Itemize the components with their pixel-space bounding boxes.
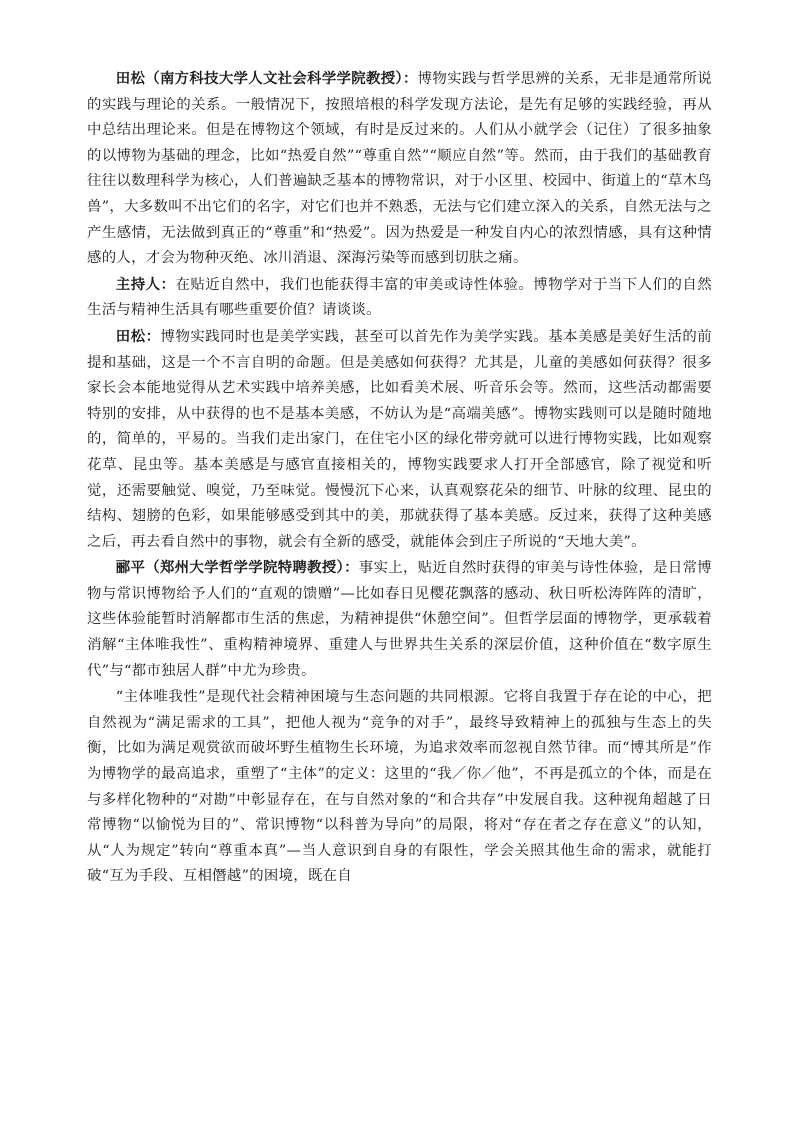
paragraph-text: 博物实践同时也是美学实践，甚至可以首先作为美学实践。基本美感是美好生活的前提和基础，这是一个不言自明的命题。但是美感如何获得？尤其是，儿童的美感如何获得？很多家长会本能地觉得从艺术实践中培养美感，比如看美术展、听音乐会等。然而，这些活动都需要特别的安排，从中获得的也不是基本美感，不妨认为是“高端美感”。博物实践则可以是随时随地的，简单的，平易的。当我们走出家门，在住宅小区的绿化带旁就可以进行博物实践，比如观察花草、昆虫等。基本美感是与感官直接相关的，博物实践要求人打开全部感官，除了视觉和听觉，还需要触觉、嗅觉，乃至味觉。慢慢沉下心来，认真观察花朵的细节、叶脉的纹理、昆虫的结构、翅膀的色彩，如果能够感受到其中的美，那就获得了基本美感。反过来，获得了这种美感之后，再去看自然中的事物，就会有全新的感受，就能体会到庄子所说的“天地大美”。	[87, 328, 712, 550]
article-body	[87, 66, 712, 890]
paragraph-tian-song-1	[87, 66, 712, 272]
speaker-label: 田松（南方科技大学人文社会科学学院教授）：	[115, 70, 418, 87]
paragraph-text: “主体唯我性”是现代社会精神困境与生态问题的共同根源。它将自我置于存在论的中心，把自然视为“满足需求的工具”，把他人视为“竞争的对手”，最终导致精神上的孤独与生态上的失衡，比如为满足观赏欲而破坏野生植物生长环境，为追求效率而忽视自然节律。而“博其所是”作为博物学的最高追求，重塑了“主体”的定义：这里的“我／你／他”，不再是孤立的个体，而是在与多样化物种的“对勘”中彰显存在，在与自然对象的“和合共存”中发展自我。这种视角超越了日常博物“以愉悦为目的”、常识博物“以科普为导向”的局限，将对“存在者之存在意义”的认知，从“人为规定”转向“尊重本真”—当人意识到自身的有限性，学会关照其他生命的需求，就能打破“互为手段、互相僭越”的困境，既在自	[87, 689, 712, 885]
paragraph-host-question	[87, 272, 712, 324]
paragraph-text: 在贴近自然中，我们也能获得丰富的审美或诗性体验。博物学对于当下人们的自然生活与精神生活具有哪些重要价值？请谈谈。	[87, 276, 713, 319]
paragraph-li-ping-2	[87, 684, 712, 890]
paragraph-text: 事实上，贴近自然时获得的审美与诗性体验，是日常博物与常识博物给予人们的“直观的馈赠”—比如春日见樱花飘落的感动、秋日听松涛阵阵的清旷，这些体验能暂时消解都市生活的焦虑，为精神提供“休憩空间”。但哲学层面的博物学，更承载着消解“主体唯我性”、重构精神境界、重建人与世界共生关系的深层价值，这种价值在“数字原生代”与“都市独居人群”中尤为珍贵。	[87, 560, 712, 679]
paragraph-li-ping-1	[87, 555, 712, 684]
speaker-label: 主持人：	[115, 275, 176, 293]
paragraph-text: 博物实践与哲学思辨的关系，无非是通常所说的实践与理论的关系。一般情况下，按照培根的科学发现方法论，是先有足够的实践经验，再从中总结出理论来。但是在博物这个领域，有时是反过来的。人们从小就学会（记住）了很多抽象的以博物为基础的理念，比如“热爱自然”“尊重自然”“顺应自然”等。然而，由于我们的基础教育往往以数理科学为核心，人们普遍缺乏基本的博物常识，对于小区里、校园中、街道上的“草木鸟兽”，大多数叫不出它们的名字，对它们也并不熟悉，无法与它们建立深入的关系，自然无法与之产生感情，无法做到真正的“尊重”和“热爱”。因为热爱是一种发自内心的浓烈情感，具有这种情感的人，才会为物种灭绝、冰川消退、深海污染等而感到切肤之痛。	[87, 71, 712, 267]
speaker-label: 田松：	[115, 327, 161, 345]
speaker-label: 郦平（郑州大学哲学学院特聘教授）：	[115, 559, 359, 577]
paragraph-tian-song-2	[87, 324, 712, 555]
